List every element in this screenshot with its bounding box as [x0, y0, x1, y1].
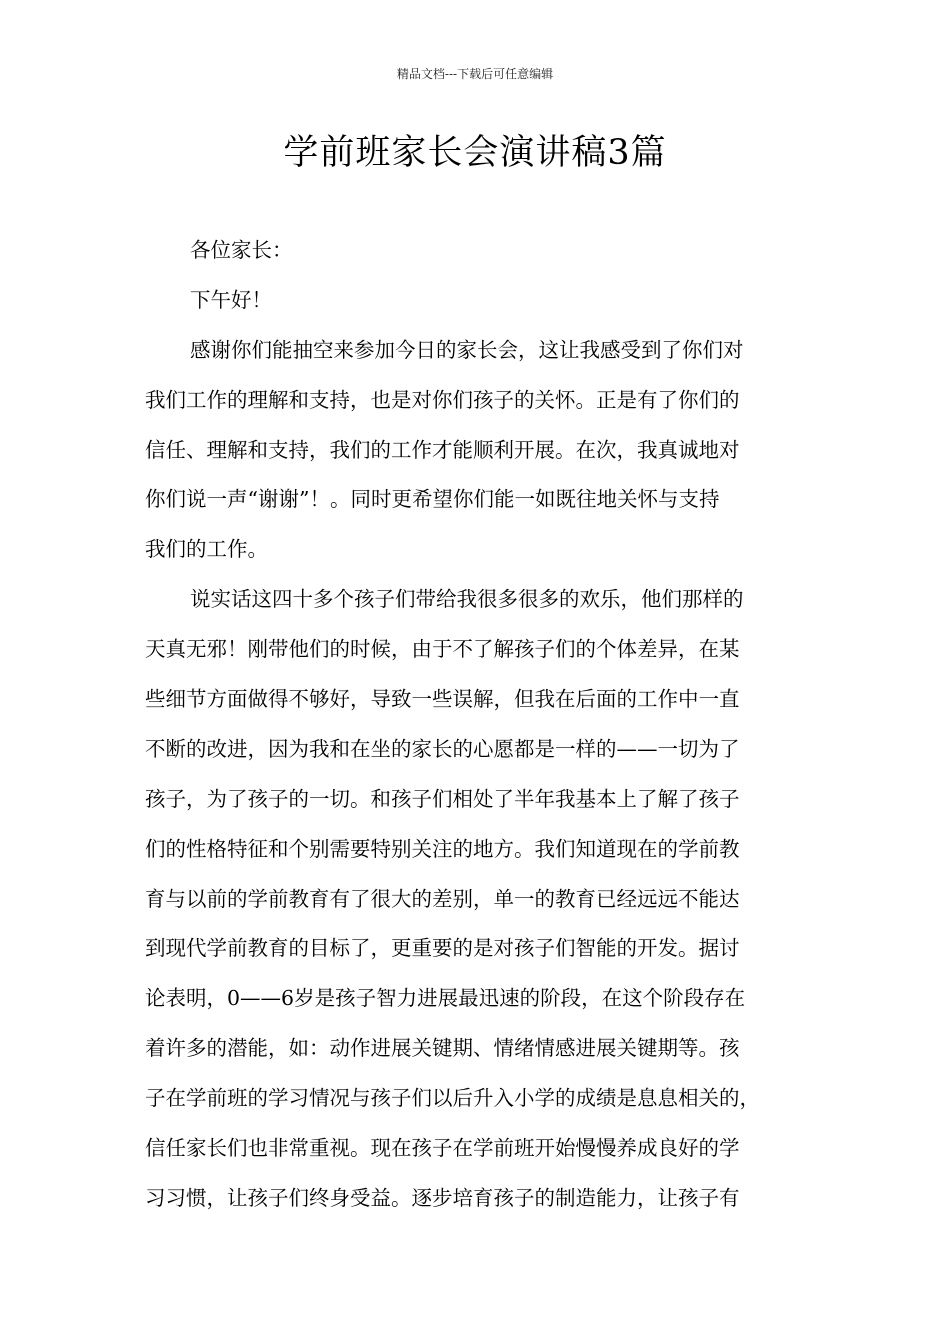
text-line: 信任、理解和支持，我们的工作才能顺利开展。在次，我真诚地对 — [145, 437, 740, 462]
text-line: 孩子，为了孩子的一切。和孩子们相处了半年我基本上了解了孩子 — [145, 786, 740, 811]
text-line: 们的性格特征和个别需要特别关注的地方。我们知道现在的学前教 — [145, 836, 740, 861]
text-line: 你们说一声“谢谢”！。同时更希望你们能一如既往地关怀与支持 — [145, 487, 720, 512]
text-line: 育与以前的学前教育有了很大的差别，单一的教育已经远远不能达 — [145, 886, 740, 911]
text-line: 些细节方面做得不够好，导致一些误解，但我在后面的工作中一直 — [145, 687, 740, 712]
document-body — [145, 226, 825, 1224]
text-line: 着许多的潜能，如：动作进展关键期、情绪情感进展关键期等。孩 — [145, 1036, 740, 1061]
text-line: 我们工作的理解和支持，也是对你们孩子的关怀。正是有了你们的 — [145, 387, 740, 412]
text-line: 下午好！ — [190, 287, 272, 312]
text-line: 各位家长： — [190, 238, 293, 262]
text-line: 论表明，0——6岁是孩子智力进展最迅速的阶段，在这个阶段存在 — [145, 986, 746, 1011]
document-title: 学前班家长会演讲稿3篇 — [283, 133, 667, 173]
text-line: 不断的改进，因为我和在坐的家长的心愿都是一样的——一切为了 — [145, 736, 740, 761]
text-line: 天真无邪！刚带他们的时候，由于不了解孩子们的个体差异，在某 — [145, 637, 740, 662]
text-line: 习习惯，让孩子们终身受益。逐步培育孩子的制造能力，让孩子有 — [145, 1185, 740, 1210]
text-line: 说实话这四十多个孩子们带给我很多很多的欢乐，他们那样的 — [190, 587, 744, 612]
text-line: 我们的工作。 — [145, 537, 268, 562]
text-line: 到现代学前教育的目标了，更重要的是对孩子们智能的开发。据讨 — [145, 936, 740, 961]
text-line: 感谢你们能抽空来参加今日的家长会，这让我感受到了你们对 — [190, 337, 744, 362]
header-note: 精品文档---下载后可任意编辑 — [396, 67, 554, 81]
text-line: 信任家长们也非常重视。现在孩子在学前班开始慢慢养成良好的学 — [145, 1136, 740, 1161]
text-line: 子在学前班的学习情况与孩子们以后升入小学的成绩是息息相关的， — [145, 1086, 760, 1111]
